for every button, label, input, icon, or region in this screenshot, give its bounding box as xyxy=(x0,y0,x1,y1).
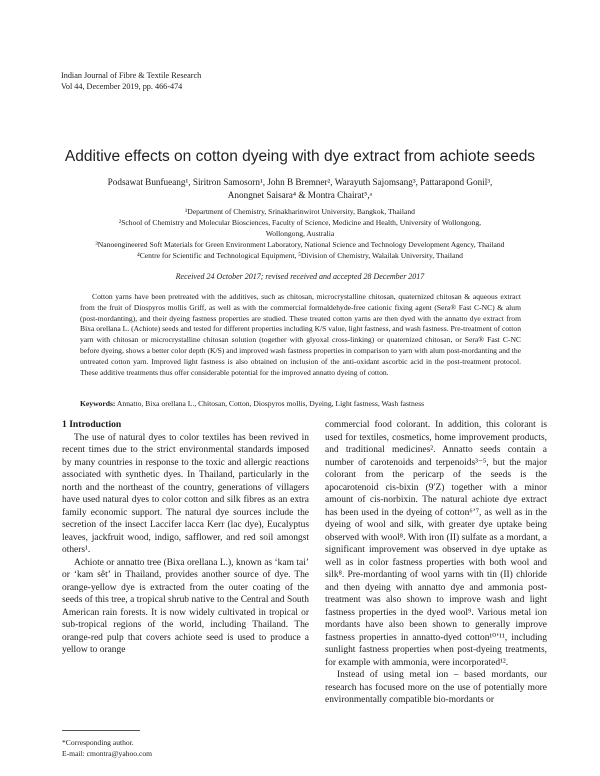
abstract: Cotton yarns have been pretreated with the additives, such as chitosan, microcrystalline chitosan, quaternized chitosan & aqueous extract from the fruit of Diospyros mollis Griff, as well as with the commercial formaldehyde-free cationic fixing agent (Sera® Fast C-NC) & alum (post-mordanting), and their dyeing fastness properties are studied. These treated cotton yarns are then dyed with the annatto dye extract from Bixa orellana L. (Achiote) seeds and tested for different properties including K/S value, light fastness, and wash fastness. Pre-treatment of cotton yarn with chitosan or microcrystalline chitosan solution (together with glyoxal cross-linking) or quaternized chitosan, or Sera® Fast C-NC before dyeing, shows a better color depth (K/S) and improved wash fastness properties in comparison to yarn with alum post-mordanting and the untreated cotton yarn. Improved light fastness is also obtained on inclusion of the anti-oxidant ascorbic acid in the post-treatment protocol. These additive treatments thus offer considerable potential for the improved annatto dyeing of cotton. xyxy=(80,292,521,377)
paragraph: The use of natural dyes to color textiles has been revived in recent times due to the strict environmental standards imposed by many countries in response to the toxic and allergic reactions associated with synthetic dyes. In Thailand, particularly in the north and the northeast of the country, generations of villagers have used natural dyes to color cotton and silk fibres as an extra family economic support. The natural dye sources include the secretion of the insect Laccifer lacca Kerr (lac dye), Eucalyptus leaves, jackfruit wood, indigo, safflower, and red soil amongst others¹. xyxy=(62,432,309,555)
affiliation-4-5: ⁴Centre for Scientific and Technological Equipment, ⁵Division of Chemistry, Walailak University, Thailand xyxy=(137,251,463,260)
keywords xyxy=(80,399,540,408)
section-heading: 1 Introduction xyxy=(62,419,122,430)
corresponding-author-note: *Corresponding author. xyxy=(62,738,134,747)
paragraph: Instead of using metal ion – based mordants, our research has focused more on the use of potentially more environmentally compatible bio-mordants or xyxy=(325,670,547,705)
author-list xyxy=(60,176,540,202)
keywords-text: Annatto, Bixa orellana L., Chitosan, Cotton, Diospyros mollis, Dyeing, Light fastness, Wash fastness xyxy=(116,399,425,408)
paper-title: Additive effects on cotton dyeing with dye extract from achiote seeds xyxy=(64,148,536,165)
paragraph: commercial food colorant. In addition, this colorant is used for textiles, cosmetics, home improvement products, and traditional medicines². Annatto seeds contain a number of carotenoids and terpenoids³⁻⁵, but the major colorant from the pericarp of the seeds is the apocarotenoid cis-bixin (9′Z) together with a minor amount of cis-norbixin. The natural achiote dye extract has been used in the dyeing of cotton⁶ʼ⁷, as well as in the dyeing of wool and silk, with greater dye uptake being observed with wool⁸. With iron (II) sulfate as a mordant, a significant improvement was observed in dye uptake as well as in color fastness properties with both wool and silk⁸. Pre-mordanting of wool yarns with tin (II) chloride and then dyeing with annatto dye and ammonia post-treatment was also shown to improve wash and light fastness properties in the dyed wool⁹. Various metal ion mordants have also been shown to generally improve fastness properties in annatto-dyed cotton¹⁰ʼ¹¹, including sunlight fastness properties when post-dyeing treatments, for example with ammonia, were incorporated¹². xyxy=(325,420,547,668)
body-column-right xyxy=(325,419,547,707)
affiliations xyxy=(40,206,560,261)
affiliation-2-cont: Wollongong, Australia xyxy=(265,229,335,238)
corresponding-email: E-mail: cmontra@yahoo.com xyxy=(62,749,153,758)
footnote-divider xyxy=(62,730,140,731)
paragraph: Achiote or annatto tree (Bixa orellana L.), known as ‘kam tai’ or ‘kam sêt’ in Thailand, provides another source of dye. The orange-yellow dye is extracted from the outer coating of the seeds of this tree, a tropical shrub native to the Central and South American rain forests. It is now widely cultivated in tropical or sub-tropical regions of the world, including Thailand. The orange-red pulp that covers achiote seed is used to produce a yellow to orange xyxy=(62,557,309,655)
journal-issue: Vol 44, December 2019, pp. 466-474 xyxy=(61,82,183,91)
affiliation-3: ³Nanoengineered Soft Materials for Green Environment Laboratory, National Science and Technology Development Agency, Thailand xyxy=(95,240,505,249)
footnotes xyxy=(62,737,152,759)
affiliation-1: ¹Department of Chemistry, Srinakharinwirot University, Bangkok, Thailand xyxy=(185,207,415,216)
affiliation-2: ²School of Chemistry and Molecular Biosciences, Faculty of Science, Medicine and Health, University of Wollongong, xyxy=(118,218,482,227)
journal-name: Indian Journal of Fibre & Textile Research xyxy=(61,71,202,80)
received-dates: Received 24 October 2017; revised received and accepted 28 December 2017 xyxy=(175,272,425,281)
author-line-2: Anongnet Saisara⁴ & Montra Chairat⁵,ᵃ xyxy=(227,190,373,200)
journal-header xyxy=(61,70,201,92)
author-line-1: Podsawat Bunfueang¹, Siritron Samosorn¹, John B Bremner², Warayuth Sajomsang³, Pattarapond Gonil³, xyxy=(107,177,493,187)
keywords-label: Keywords: xyxy=(80,399,116,408)
body-column-left xyxy=(62,419,309,657)
